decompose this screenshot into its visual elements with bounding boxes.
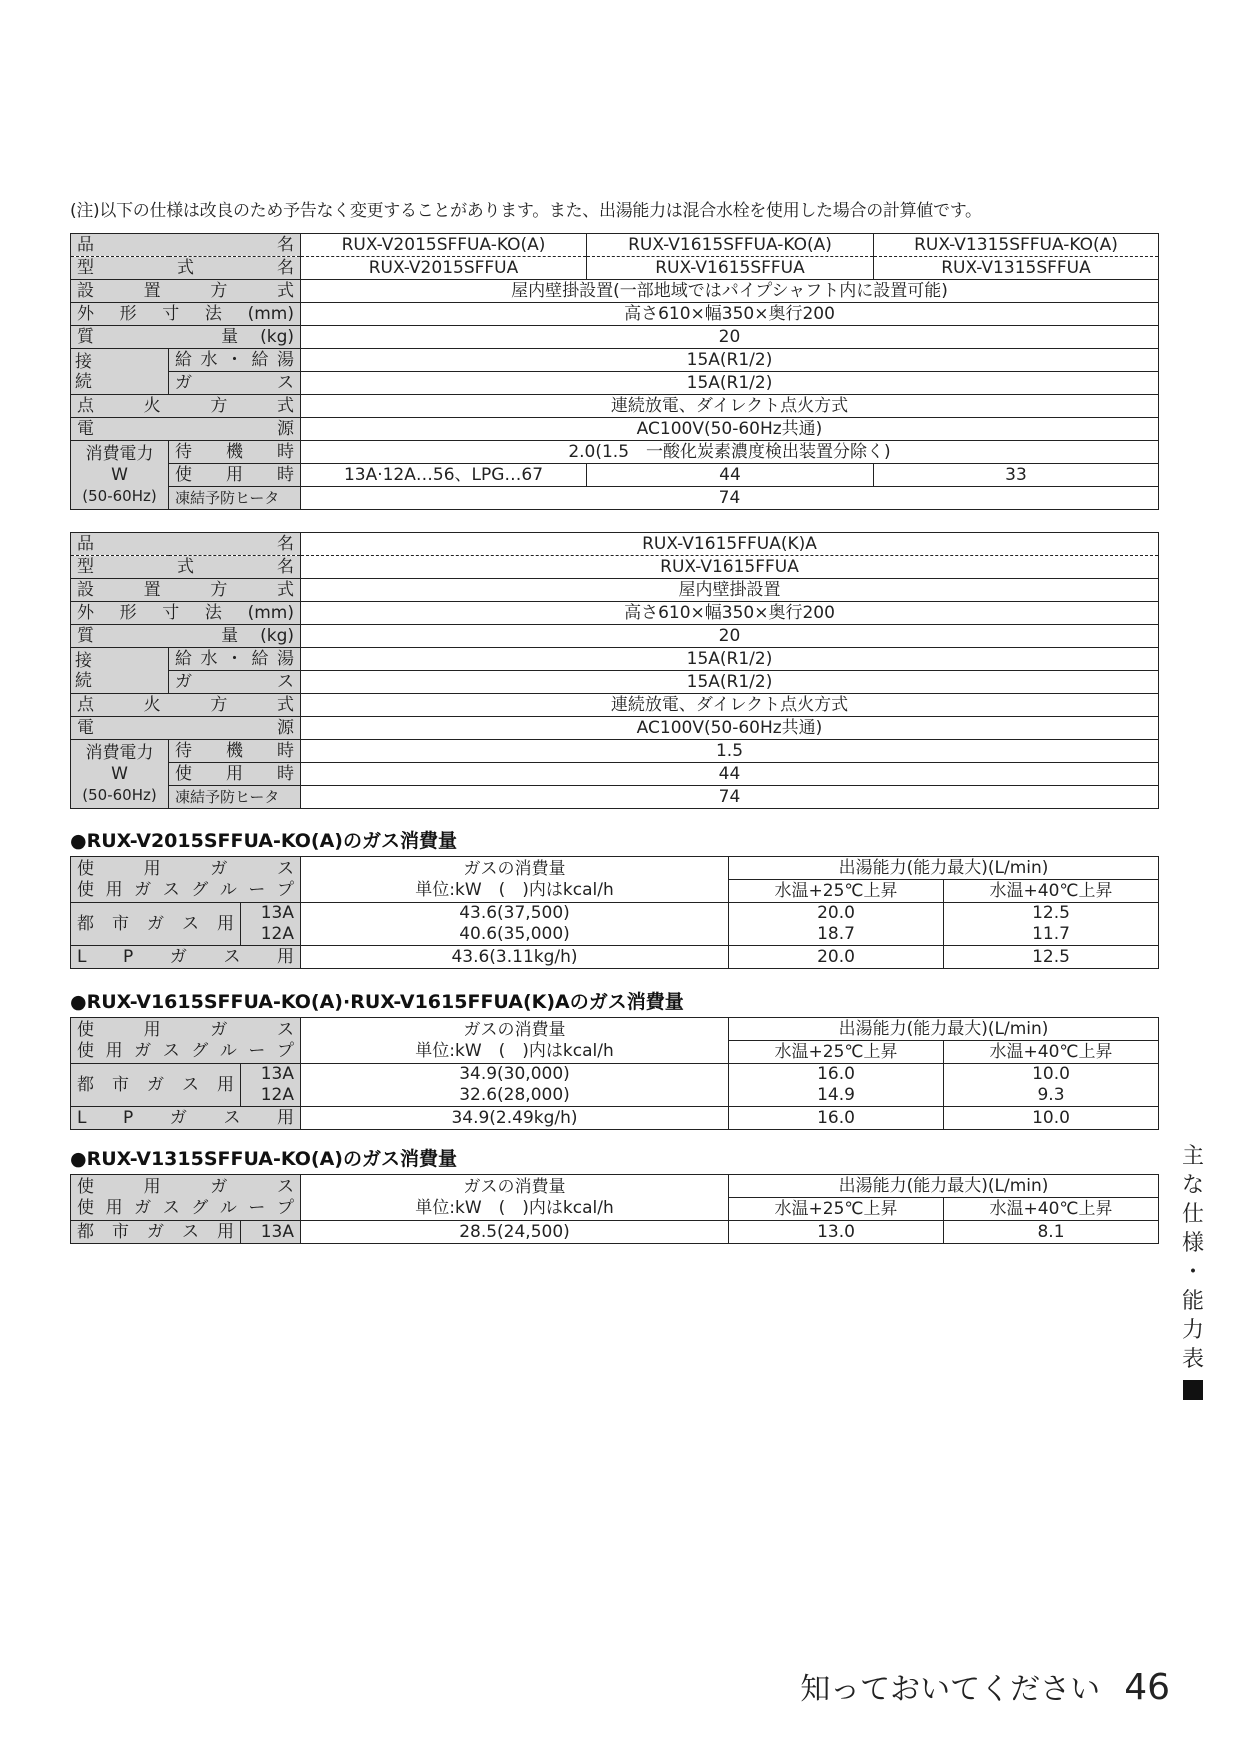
install-value: 屋内壁掛設置(一部地域ではパイプシャフト内に設置可能): [301, 280, 1159, 303]
spec-table-1: [70, 233, 1159, 510]
antifreeze-value: 74: [301, 786, 1159, 809]
lp-gas-consumption: 34.9(2.49kg/h): [301, 1107, 729, 1130]
label-ignition: 点 火 方 式: [71, 395, 301, 418]
label-product-name: 品 名: [71, 533, 301, 556]
row-dims: [71, 303, 1159, 326]
dims-value: 高さ610×幅350×奥行200: [301, 303, 1159, 326]
row-in-use: [71, 464, 1159, 487]
row-conn-gas: [71, 372, 1159, 395]
rise-25-header: 水温+25℃上昇: [729, 880, 944, 903]
rise-40-header: 水温+40℃上昇: [944, 880, 1159, 903]
mass-value: 20: [301, 326, 1159, 349]
antifreeze-value: 74: [301, 487, 1159, 510]
power-value: AC100V(50-60Hz共通): [301, 717, 1159, 740]
label-in-use: 使 用 時: [169, 464, 301, 487]
row-ignition: [71, 395, 1159, 418]
label-model-name: 型 式 名: [71, 556, 301, 579]
capacity-header: 出湯能力(能力最大)(L/min): [729, 1175, 1159, 1198]
label-install: 設 置 方 式: [71, 280, 301, 303]
model-name-v1315: RUX-V1315SFFUA: [874, 257, 1159, 280]
label-gas-group-13a: 13A: [241, 1221, 301, 1244]
lp-gas-rise-40: 10.0: [944, 1107, 1159, 1130]
capacity-header: 出湯能力(能力最大)(L/min): [729, 1018, 1159, 1041]
lp-gas-consumption: 43.6(3.11kg/h): [301, 946, 729, 969]
label-gas-type: 使 用 ガ ス 使 用 ガ ス グ ル ー プ: [71, 1018, 301, 1064]
section-side-tab: 主 な 仕 様 ・ 能 力 表: [1178, 1142, 1208, 1400]
label-antifreeze: 凍結予防ヒータ: [169, 487, 301, 510]
label-connection: 接 続: [71, 648, 169, 694]
power-value: AC100V(50-60Hz共通): [301, 418, 1159, 441]
label-standby: 待 機 時: [169, 441, 301, 464]
in-use-v1615: 44: [587, 464, 874, 487]
label-standby: 待 機 時: [169, 740, 301, 763]
consumption-header: ガスの消費量 単位:kW ( )内はkcal/h: [301, 1175, 729, 1221]
label-product-name: 品 名: [71, 234, 301, 257]
ignition-value: 連続放電、ダイレクト点火方式: [301, 694, 1159, 717]
spec-table-2: [70, 532, 1159, 809]
capacity-header: 出湯能力(能力最大)(L/min): [729, 857, 1159, 880]
city-gas-rise-25: 20.0 18.7: [729, 903, 944, 946]
product-name-v2015: RUX-V2015SFFUA-KO(A): [301, 234, 587, 257]
label-gas-groups: 13A 12A: [241, 1064, 301, 1107]
page-footer: [800, 1664, 1170, 1708]
conn-water-value: 15A(R1/2): [301, 349, 1159, 372]
row-conn-water: [71, 349, 1159, 372]
city-gas-consumption: 43.6(37,500) 40.6(35,000): [301, 903, 729, 946]
city-gas-consumption: 28.5(24,500): [301, 1221, 729, 1244]
lp-gas-rise-25: 16.0: [729, 1107, 944, 1130]
label-connection: 接 続: [71, 349, 169, 395]
gas-table-2: [70, 1017, 1159, 1130]
model-name-v2015: RUX-V2015SFFUA: [301, 257, 587, 280]
label-mass: 質 量 (kg): [71, 625, 301, 648]
label-gas-type: 使 用 ガ ス 使 用 ガ ス グ ル ー プ: [71, 1175, 301, 1221]
label-mass: 質 量 (kg): [71, 326, 301, 349]
label-antifreeze: 凍結予防ヒータ: [169, 786, 301, 809]
in-use-value: 44: [301, 763, 1159, 786]
spec-disclaimer-note: (注)以下の仕様は改良のため予告なく変更することがあります。また、出湯能力は混合水栓を使用した場合の計算値です。: [70, 201, 982, 221]
gas-table-3: [70, 1174, 1159, 1244]
row-model-name: [71, 257, 1159, 280]
install-value: 屋内壁掛設置: [301, 579, 1159, 602]
lp-gas-rise-40: 12.5: [944, 946, 1159, 969]
product-name-v1615: RUX-V1615SFFUA-KO(A): [587, 234, 874, 257]
label-city-gas: 都 市 ガ ス 用: [71, 903, 241, 946]
conn-gas-value: 15A(R1/2): [301, 372, 1159, 395]
gas-table-3-title: ●RUX-V1315SFFUA-KO(A)のガス消費量: [70, 1148, 457, 1170]
label-conn-gas: ガ ス: [169, 671, 301, 694]
black-square-icon: [1183, 1380, 1203, 1400]
row-standby: [71, 441, 1159, 464]
consumption-header: ガスの消費量 単位:kW ( )内はkcal/h: [301, 857, 729, 903]
gas-table-2-title: ●RUX-V1615SFFUA-KO(A)·RUX-V1615FFUA(K)Aのガス消費量: [70, 991, 684, 1013]
ignition-value: 連続放電、ダイレクト点火方式: [301, 395, 1159, 418]
city-gas-rise-40: 8.1: [944, 1221, 1159, 1244]
label-power-source: 電 源: [71, 418, 301, 441]
label-lp-gas: L P ガ ス 用: [71, 1107, 301, 1130]
label-dims: 外 形 寸 法 (mm): [71, 303, 301, 326]
label-conn-gas: ガ ス: [169, 372, 301, 395]
conn-gas-value: 15A(R1/2): [301, 671, 1159, 694]
label-gas-type: 使 用 ガ ス 使 用 ガ ス グ ル ー プ: [71, 857, 301, 903]
model-name-v1615: RUX-V1615SFFUA: [587, 257, 874, 280]
label-city-gas: 都 市 ガ ス 用: [71, 1221, 241, 1244]
conn-water-value: 15A(R1/2): [301, 648, 1159, 671]
mass-value: 20: [301, 625, 1159, 648]
label-gas-groups: 13A 12A: [241, 903, 301, 946]
in-use-v2015: 13A·12A…56、LPG…67: [301, 464, 587, 487]
product-name-v1315: RUX-V1315SFFUA-KO(A): [874, 234, 1159, 257]
label-lp-gas: L P ガ ス 用: [71, 946, 301, 969]
model-name-v1615ffua: RUX-V1615FFUA: [301, 556, 1159, 579]
row-mass: [71, 326, 1159, 349]
label-install: 設 置 方 式: [71, 579, 301, 602]
in-use-v1315: 33: [874, 464, 1159, 487]
row-antifreeze: [71, 487, 1159, 510]
standby-value: 1.5: [301, 740, 1159, 763]
label-conn-water: 給 水 ・ 給 湯: [169, 648, 301, 671]
rise-40-header: 水温+40℃上昇: [944, 1198, 1159, 1221]
standby-value: 2.0(1.5 一酸化炭素濃度検出装置分除く): [301, 441, 1159, 464]
footer-section-title: 知っておいてください: [800, 1672, 1101, 1707]
city-gas-rise-25: 16.0 14.9: [729, 1064, 944, 1107]
gas-table-1: [70, 856, 1159, 969]
label-ignition: 点 火 方 式: [71, 694, 301, 717]
label-city-gas: 都 市 ガ ス 用: [71, 1064, 241, 1107]
city-gas-rise-25: 13.0: [729, 1221, 944, 1244]
rise-40-header: 水温+40℃上昇: [944, 1041, 1159, 1064]
row-power: [71, 418, 1159, 441]
label-conn-water: 給 水 ・ 給 湯: [169, 349, 301, 372]
consumption-header: ガスの消費量 単位:kW ( )内はkcal/h: [301, 1018, 729, 1064]
rise-25-header: 水温+25℃上昇: [729, 1198, 944, 1221]
label-in-use: 使 用 時: [169, 763, 301, 786]
city-gas-consumption: 34.9(30,000) 32.6(28,000): [301, 1064, 729, 1107]
city-gas-rise-40: 10.0 9.3: [944, 1064, 1159, 1107]
label-dims: 外 形 寸 法 (mm): [71, 602, 301, 625]
page-number: 46: [1124, 1667, 1170, 1708]
lp-gas-rise-25: 20.0: [729, 946, 944, 969]
gas-table-1-title: ●RUX-V2015SFFUA-KO(A)のガス消費量: [70, 830, 457, 852]
label-power-source: 電 源: [71, 717, 301, 740]
dims-value: 高さ610×幅350×奥行200: [301, 602, 1159, 625]
rise-25-header: 水温+25℃上昇: [729, 1041, 944, 1064]
label-power-consumption: 消費電力 W (50-60Hz): [71, 441, 169, 510]
city-gas-rise-40: 12.5 11.7: [944, 903, 1159, 946]
row-product-name: [71, 234, 1159, 257]
label-power-consumption: 消費電力 W (50-60Hz): [71, 740, 169, 809]
label-model-name: 型 式 名: [71, 257, 301, 280]
product-name-v1615ffua: RUX-V1615FFUA(K)A: [301, 533, 1159, 556]
row-install: [71, 280, 1159, 303]
